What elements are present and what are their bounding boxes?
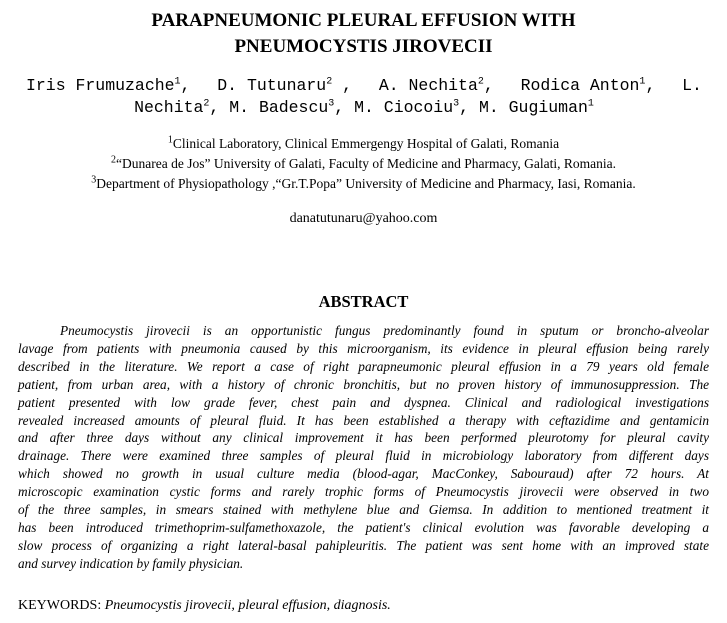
affiliations <box>0 134 727 194</box>
title-line-1: PARAPNEUMONIC PLEURAL EFFUSION WITH <box>151 10 576 31</box>
author: Iris Frumuzache$^1$, <box>26 76 191 95</box>
keywords-separator: : <box>97 598 105 613</box>
abstract-line: microscopic examination cystic forms and rarely trophic forms of Pneumocystis jirovecii were observed in two <box>18 484 709 500</box>
abstract-line: described in the literature. We report a case of right parapneumonic pleural effusion in a 79 years old female <box>18 358 709 374</box>
abstract-line: and after three days without any clinical improvement it has been performed pleurotomy for pleural cavity <box>18 430 709 446</box>
paper-title <box>0 8 727 60</box>
author: D. Tutunaru$^2$ , <box>217 76 353 95</box>
abstract-line: lavage from patients with pneumonia caused by this microorganism, its evidence in pleural effusion being rarely <box>18 340 709 356</box>
affiliation-2: $^2$“Dunarea de Jos” University of Galati, Faculty of Medicine and Pharmacy, Galati, Romania. <box>111 154 616 171</box>
author-line-1 <box>26 75 702 97</box>
keywords-label: KEYWORDS <box>18 598 98 613</box>
affiliation-1: $^1$Clinical Laboratory, Clinical Emmergengy Hospital of Galati, Romania <box>167 134 560 151</box>
abstract-line: patient, from urban area, with a history of chronic bronchitis, but no proven history of immunosuppression. The <box>18 376 709 392</box>
author: M. Ciocoiu$^3$, <box>354 98 470 117</box>
abstract-line: and survey indication by family physician. <box>18 555 244 571</box>
abstract-line: of the three samples, in smears stained with methylene blue and Giemsa. In addition to mentioned treatment it <box>18 502 709 518</box>
author: M. Gugiuman$^1$ <box>478 98 594 117</box>
author: A. Nechita$^2$, <box>378 76 494 95</box>
author-line-2 <box>26 97 702 119</box>
abstract-line: which showed no growth in usual culture media (blood-agar, MacConkey, Sabouraud) after 72 hours. At <box>18 466 709 482</box>
abstract-line: drainage. There were examined three samples of pleural fluid in microbiology laboratory from different days <box>18 448 709 464</box>
abstract-line: revealed increased amounts of pleural fluid. It has been established a therapy with ceftazidime and gentamicin <box>18 412 709 428</box>
abstract-line: Pneumocystis jirovecii is an opportunistic fungus predominantly found in sputum or broncho-alveolar <box>60 323 709 338</box>
contact-email[interactable]: danatutunaru@yahoo.com <box>289 211 438 226</box>
keywords-text: Pneumocystis jirovecii, pleural effusion, diagnosis. <box>104 598 391 613</box>
abstract-line: patient presented with low grade fever, chest pain and dyspnea. Clinical and radiological investigations <box>18 394 709 410</box>
keywords <box>18 598 391 614</box>
author-list <box>26 75 702 119</box>
abstract-heading: ABSTRACT <box>318 292 409 311</box>
author: Rodica Anton$^1$, <box>520 76 656 95</box>
author: L. <box>682 76 702 95</box>
author: Nechita$^2$, <box>134 98 220 117</box>
title-line-2: PNEUMOCYSTIS JIROVECII <box>234 36 493 57</box>
abstract-body <box>18 322 709 573</box>
abstract-line: slow process of organizing a right lateral-basal pahipleuritis. The patient was sent home with an improved state <box>18 537 709 553</box>
author: M. Badescu$^3$, <box>229 98 345 117</box>
abstract-line: has been introduced trimethoprim-sulfamethoxazole, the patient's clinical evolution was favorable developing a <box>18 519 709 535</box>
affiliation-3: $^3$Department of Physiopathology ,“Gr.T.Popa” University of Medicine and Pharmacy, Iasi, Romania. <box>91 174 636 191</box>
